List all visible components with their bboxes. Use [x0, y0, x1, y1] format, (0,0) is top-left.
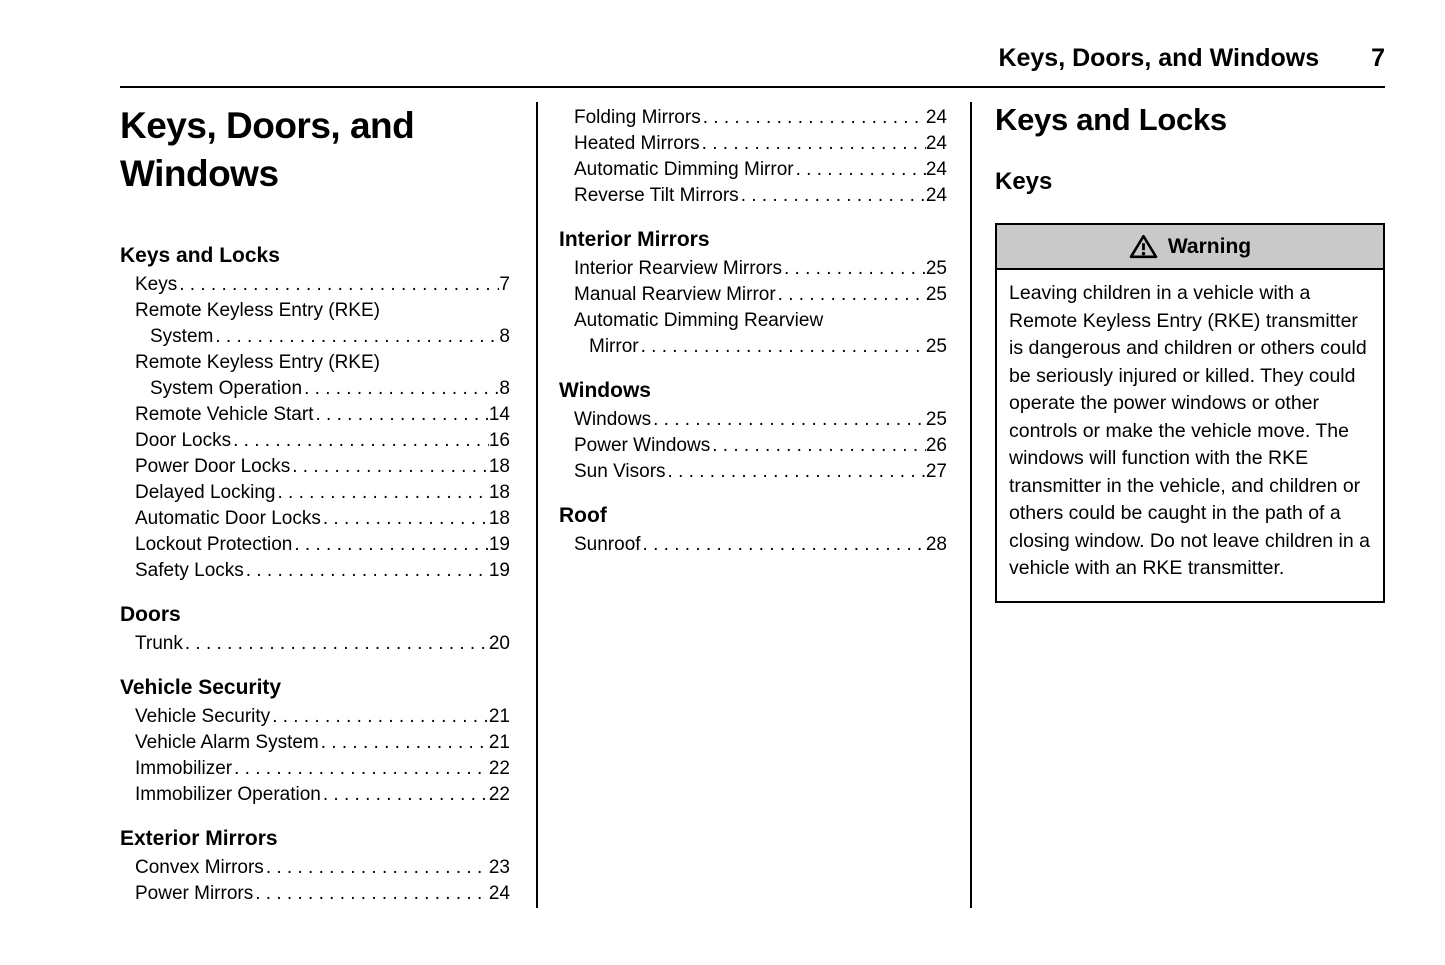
toc-entry-label: Power Windows	[574, 435, 711, 456]
subsection-title: Keys	[995, 168, 1053, 195]
toc-entry	[135, 730, 510, 756]
toc-entry	[135, 756, 510, 782]
toc-entry-continuation	[135, 324, 510, 350]
toc-entry-label: Heated Mirrors	[574, 133, 700, 154]
dot-leader	[319, 730, 489, 756]
toc-entry	[135, 298, 510, 350]
toc-entry	[135, 782, 510, 808]
toc-entry-label: Sun Visors	[574, 461, 666, 482]
toc-entry-label: Manual Rearview Mirror	[574, 284, 776, 305]
toc-entry-page: 23	[488, 857, 510, 878]
toc-entry-page: 24	[925, 185, 947, 206]
warning-triangle-icon	[1129, 234, 1158, 259]
toc-entry-page: 7	[499, 274, 510, 295]
toc-entry-page: 24	[925, 159, 947, 180]
toc-entry-label: Power Mirrors	[135, 883, 254, 904]
toc-entry-label: Delayed Locking	[135, 482, 276, 503]
dot-leader	[739, 183, 926, 209]
dot-leader	[666, 459, 926, 485]
toc-section	[559, 502, 947, 558]
toc-entry-page: 25	[925, 336, 947, 357]
warning-header	[997, 225, 1383, 270]
toc-entry-label-continued: System	[150, 326, 214, 347]
toc-entry-page: 21	[488, 732, 510, 753]
toc-entry-label: Lockout Protection	[135, 534, 293, 555]
toc-entry-label: Keys	[135, 274, 178, 295]
section-title: Keys and Locks	[995, 102, 1227, 137]
toc-entry-page: 24	[925, 133, 947, 154]
dot-leader	[244, 558, 489, 584]
toc-entry	[135, 704, 510, 730]
toc-entry	[135, 480, 510, 506]
toc-entry	[574, 256, 947, 282]
toc-entry-label: Immobilizer Operation	[135, 784, 321, 805]
toc-entry-label-continued: System Operation	[150, 378, 303, 399]
dot-leader	[776, 282, 926, 308]
toc-entry	[135, 532, 510, 558]
toc-entry	[574, 532, 947, 558]
toc-entry-label: Folding Mirrors	[574, 107, 701, 128]
toc-section	[559, 105, 947, 209]
toc-entry-page: 14	[488, 404, 510, 425]
dot-leader	[275, 480, 488, 506]
toc-entry-label: Remote Keyless Entry (RKE)	[135, 352, 380, 373]
toc-entry	[135, 506, 510, 532]
dot-leader	[313, 402, 488, 428]
toc-entry	[135, 350, 510, 402]
toc-entry-page: 18	[488, 508, 510, 529]
warning-box	[995, 223, 1385, 603]
dot-leader	[253, 881, 489, 907]
toc-list	[559, 105, 947, 558]
toc-entry-page: 20	[488, 633, 510, 654]
toc-column-1	[120, 102, 536, 908]
toc-entry	[135, 428, 510, 454]
toc-entry	[574, 183, 947, 209]
toc-entry-label: Automatic Door Locks	[135, 508, 321, 529]
toc-entry	[574, 105, 947, 131]
toc-column-2	[536, 102, 970, 908]
dot-leader	[651, 407, 926, 433]
dot-leader	[710, 433, 926, 459]
toc-entry-page: 19	[488, 560, 510, 581]
toc-entry-page: 22	[488, 758, 510, 779]
toc-entry-page: 8	[499, 378, 510, 399]
toc-entry-label: Safety Locks	[135, 560, 244, 581]
dot-leader	[321, 782, 489, 808]
toc-entry-page: 25	[925, 284, 947, 305]
running-header	[120, 44, 1385, 86]
toc-entry	[135, 855, 510, 881]
toc-entry	[135, 402, 510, 428]
toc-entry-label: Door Locks	[135, 430, 232, 451]
toc-entry	[135, 558, 510, 584]
warning-body-text: Leaving children in a vehicle with a Remote Keyless Entry (RKE) transmitter is dangerous and children or others could be seriously injured or killed. They could operate the power windows or other controls or make the vehicle move. The windows will function with the RKE transmitter in the vehicle, and children or others could be caught in the path of a closing window. Do not leave children in a vehicle with an RKE transmitter.	[1009, 282, 1370, 579]
toc-section	[120, 674, 510, 808]
toc-section-heading: Windows	[559, 379, 651, 402]
toc-entry-continuation	[574, 334, 947, 360]
dot-leader	[302, 376, 499, 402]
toc-entry	[574, 407, 947, 433]
toc-entry-label: Vehicle Security	[135, 706, 271, 727]
toc-entries	[559, 407, 947, 485]
toc-entries	[559, 105, 947, 209]
toc-entry-page: 16	[488, 430, 510, 451]
toc-entry	[574, 282, 947, 308]
page-columns	[120, 102, 1385, 908]
toc-entry	[135, 881, 510, 907]
toc-section	[559, 377, 947, 485]
dot-leader	[270, 704, 489, 730]
dot-leader	[264, 855, 489, 881]
toc-entry-page: 19	[488, 534, 510, 555]
dot-leader	[639, 334, 926, 360]
toc-section-heading: Doors	[120, 603, 181, 626]
dot-leader	[177, 272, 499, 298]
toc-entry	[574, 433, 947, 459]
toc-entry-label: Remote Vehicle Start	[135, 404, 314, 425]
toc-entries	[559, 256, 947, 360]
toc-entry-page: 24	[488, 883, 510, 904]
toc-entries	[120, 704, 510, 808]
dot-leader	[700, 131, 926, 157]
dot-leader	[213, 324, 499, 350]
toc-entry	[135, 631, 510, 657]
toc-entry-label: Convex Mirrors	[135, 857, 264, 878]
toc-section-heading: Vehicle Security	[120, 676, 282, 699]
toc-entries	[120, 631, 510, 657]
toc-entry-page: 25	[925, 258, 947, 279]
toc-section	[120, 825, 510, 907]
toc-entry-page: 18	[488, 456, 510, 477]
toc-entries	[120, 272, 510, 584]
toc-section	[120, 242, 510, 584]
toc-section-heading: Exterior Mirrors	[120, 827, 278, 850]
toc-entries	[559, 532, 947, 558]
toc-entry-page: 26	[925, 435, 947, 456]
toc-entries	[120, 855, 510, 907]
toc-entry-page: 28	[925, 534, 947, 555]
toc-entry-page: 21	[488, 706, 510, 727]
toc-entry-label: Reverse Tilt Mirrors	[574, 185, 739, 206]
toc-entry-page: 25	[925, 409, 947, 430]
toc-entry-label: Power Door Locks	[135, 456, 291, 477]
running-header-title: Keys, Doors, and Windows	[998, 44, 1320, 72]
toc-entry	[574, 459, 947, 485]
warning-label: Warning	[1167, 234, 1252, 258]
dot-leader	[183, 631, 489, 657]
toc-entry	[135, 272, 510, 298]
toc-entry-label: Immobilizer	[135, 758, 233, 779]
page-number: 7	[1371, 44, 1385, 72]
toc-section-heading: Roof	[559, 504, 607, 527]
dot-leader	[794, 157, 926, 183]
toc-entry-page: 22	[488, 784, 510, 805]
toc-entry	[574, 308, 947, 360]
toc-section	[559, 226, 947, 360]
toc-entry-label: Remote Keyless Entry (RKE)	[135, 300, 380, 321]
toc-section	[120, 601, 510, 657]
toc-entry-page: 24	[925, 107, 947, 128]
content-column	[970, 102, 1385, 908]
toc-entry-page: 18	[488, 482, 510, 503]
dot-leader	[701, 105, 926, 131]
toc-entry	[574, 157, 947, 183]
dot-leader	[290, 454, 489, 480]
toc-section-heading: Interior Mirrors	[559, 228, 710, 251]
chapter-title	[120, 102, 510, 198]
toc-entry-label: Trunk	[135, 633, 183, 654]
toc-entry-label: Interior Rearview Mirrors	[574, 258, 782, 279]
toc-entry-label: Automatic Dimming Rearview	[574, 310, 824, 331]
header-rule	[120, 86, 1385, 88]
toc-entry-page: 27	[925, 461, 947, 482]
toc-entry-label-continued: Mirror	[589, 336, 639, 357]
chapter-title-line2: Windows	[120, 153, 279, 194]
toc-entry-label: Vehicle Alarm System	[135, 732, 319, 753]
toc-list	[120, 242, 510, 907]
dot-leader	[641, 532, 926, 558]
toc-entry-page: 8	[499, 326, 510, 347]
dot-leader	[782, 256, 926, 282]
toc-entry	[135, 454, 510, 480]
dot-leader	[232, 756, 489, 782]
toc-entry-label: Windows	[574, 409, 652, 430]
dot-leader	[231, 428, 489, 454]
toc-section-heading: Keys and Locks	[120, 244, 280, 267]
toc-entry-label: Automatic Dimming Mirror	[574, 159, 794, 180]
toc-entry-label: Sunroof	[574, 534, 641, 555]
toc-entry-continuation	[135, 376, 510, 402]
chapter-title-line1: Keys, Doors, and	[120, 105, 415, 146]
toc-entry	[574, 131, 947, 157]
dot-leader	[292, 532, 488, 558]
dot-leader	[321, 506, 489, 532]
